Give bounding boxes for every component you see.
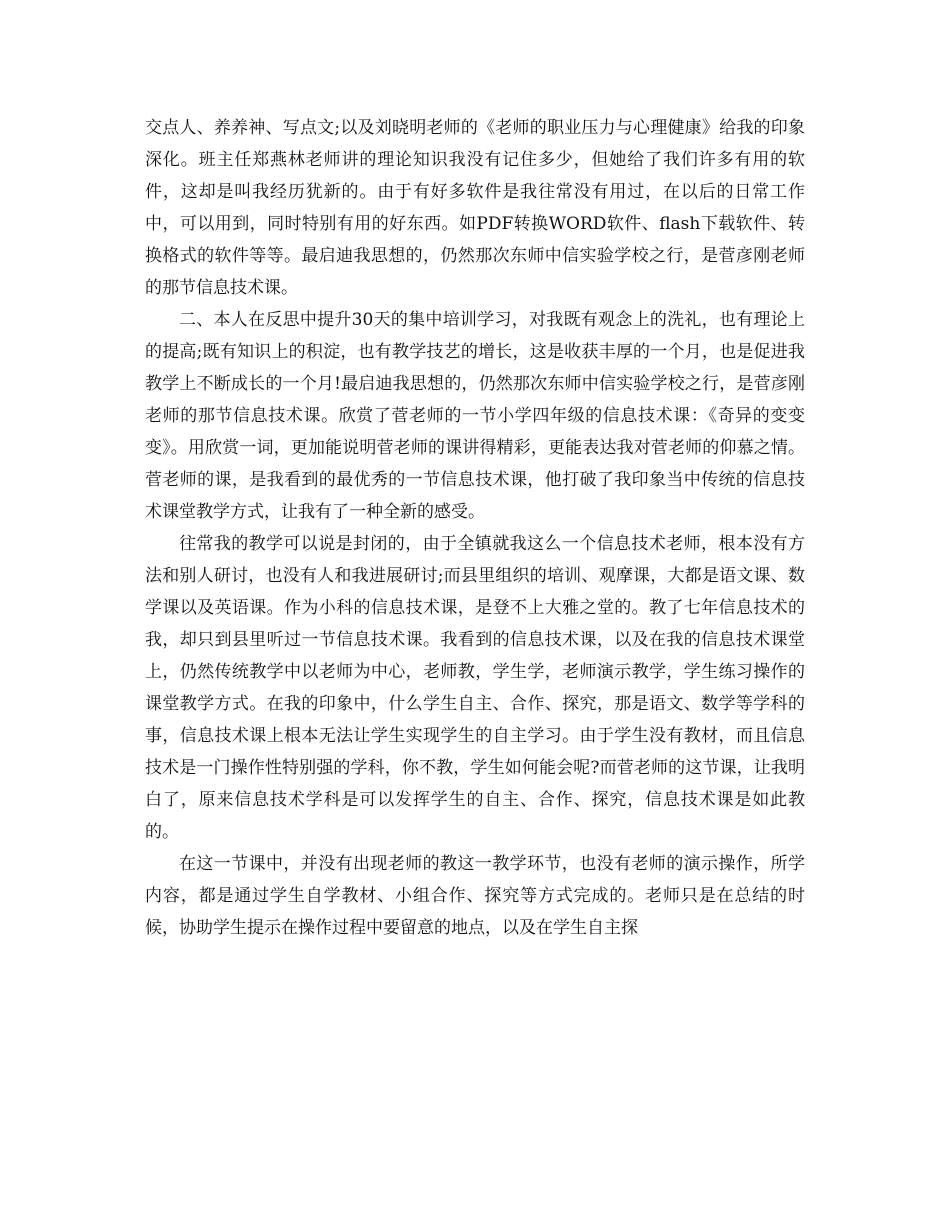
- paragraph-reflection: 二、本人在反思中提升30天的集中培训学习，对我既有观念上的洗礼，也有理论上的提高;既有知识上的积淀，也有教学技艺的增长，这是收获丰厚的一个月，也是促进我教学上不断成长的一个月!最启迪我思想的，仍然那次东师中信实验学校之行，是菅彦刚老师的那节信息技术课。欣赏了菅老师的一节小学四年级的信息技术课：《奇异的变变变》。用欣赏一词，更加能说明菅老师的课讲得精彩，更能表达我对菅老师的仰慕之情。菅老师的课，是我看到的最优秀的一节信息技术课，他打破了我印象当中传统的信息技术课堂教学方式，让我有了一种全新的感受。: [145, 310, 805, 522]
- paragraph-past-teaching: 往常我的教学可以说是封闭的，由于全镇就我这么一个信息技术老师，根本没有方法和别人研讨，也没有人和我进展研讨;而县里组织的培训、观摩课，大都是语文课、数学课以及英语课。作为小科的信息技术课，是登不上大雅之堂的。教了七年信息技术的我，却只到县里听过一节信息技术课。我看到的信息技术课，以及在我的信息技术课堂上，仍然传统教学中以老师为中心，老师教，学生学，老师演示教学，学生练习操作的课堂教学方式。在我的印象中，什么学生自主、合作、探究，那是语文、数学等学科的事，信息技术课上根本无法让学生实现学生的自主学习。由于学生没有教材，而且信息技术是一门操作性特别强的学科，你不教，学生如何能会呢?而菅老师的这节课，让我明白了，原来信息技术学科是可以发挥学生的自主、合作、探究，信息技术课是如此教的。: [145, 534, 805, 842]
- paragraph-continuation: 交点人、养养神、写点文;以及刘晓明老师的《老师的职业压力与心理健康》给我的印象深化。班主任郑燕林老师讲的理论知识我没有记住多少，但她给了我们许多有用的软件，这却是叫我经历犹新的。由于有好多软件是我往常没有用过，在以后的日常工作中，可以用到，同时特别有用的好东西。如PDF转换WORD软件、flash下载软件、转换格式的软件等等。最启迪我思想的，仍然那次东师中信实验学校之行，是菅彦刚老师的那节信息技术课。: [145, 118, 805, 298]
- document-body: [145, 112, 805, 944]
- paragraph-lesson-description: 在这一节课中，并没有出现老师的教这一教学环节，也没有老师的演示操作，所学内容，都是通过学生自学教材、小组合作、探究等方式完成的。老师只是在总结的时候，协助学生提示在操作过程中要留意的地点，以及在学生自主探: [145, 854, 805, 938]
